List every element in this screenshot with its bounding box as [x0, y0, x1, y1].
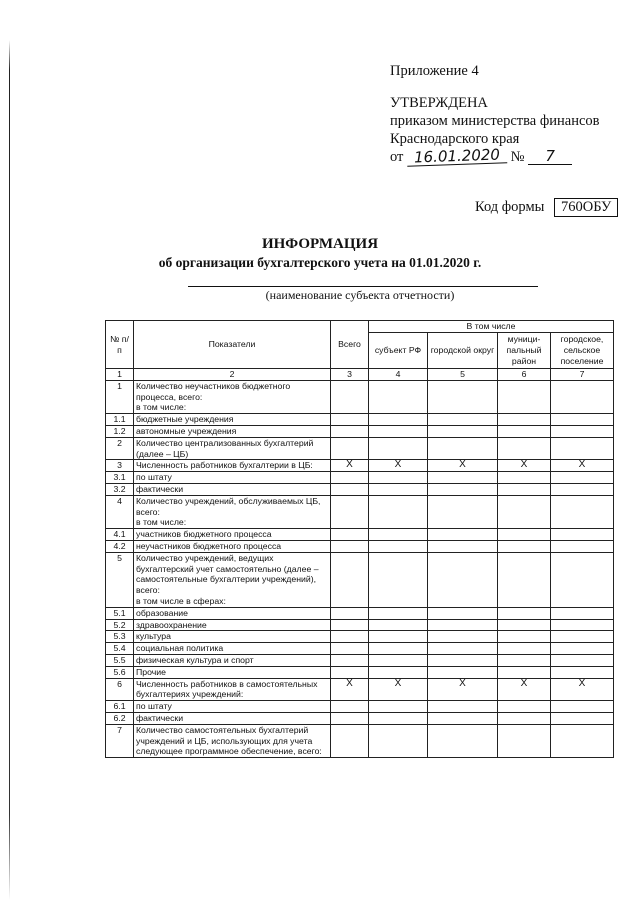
- empty-cell: [369, 654, 428, 666]
- empty-cell: [428, 643, 498, 655]
- x-mark-cell: X: [369, 460, 428, 472]
- row-number: 4.1: [106, 529, 134, 541]
- table-row: [106, 437, 614, 460]
- empty-cell: [551, 666, 614, 678]
- table-row: [106, 483, 614, 495]
- empty-cell: [498, 631, 551, 643]
- empty-cell: [498, 712, 551, 724]
- col-number: 6: [498, 369, 551, 381]
- col-number: 4: [369, 369, 428, 381]
- document-title: ИНФОРМАЦИЯ: [261, 236, 379, 252]
- empty-cell: [428, 666, 498, 678]
- empty-cell: [369, 414, 428, 426]
- empty-cell: [551, 425, 614, 437]
- empty-cell: [428, 472, 498, 484]
- x-mark-cell: X: [498, 678, 551, 701]
- empty-cell: [428, 654, 498, 666]
- table-row: [106, 540, 614, 552]
- empty-cell: [551, 529, 614, 541]
- empty-cell: [369, 643, 428, 655]
- column-numbers-row: [106, 369, 614, 381]
- empty-cell: [428, 380, 498, 413]
- empty-cell: [369, 607, 428, 619]
- header-indicators: Показатели: [134, 321, 331, 369]
- table-row: [106, 724, 614, 757]
- x-mark-cell: X: [428, 678, 498, 701]
- row-number: 6.1: [106, 701, 134, 713]
- from-label: от: [390, 149, 404, 165]
- row-label: Численность работников бухгалтерии в ЦБ:: [134, 460, 331, 472]
- empty-cell: [331, 380, 369, 413]
- empty-cell: [551, 701, 614, 713]
- table-row: [106, 619, 614, 631]
- empty-cell: [551, 495, 614, 528]
- entity-name-caption: (наименование субъекта отчетности): [265, 288, 455, 302]
- row-label: Количество централизованных бухгалтерий (далее – ЦБ): [134, 437, 331, 460]
- col-number: 3: [331, 369, 369, 381]
- form-code-value: 760ОБУ: [554, 198, 618, 217]
- header-subject: субъект РФ: [369, 333, 428, 369]
- empty-cell: [551, 552, 614, 607]
- empty-cell: [369, 631, 428, 643]
- approval-block: [390, 62, 600, 166]
- empty-cell: [331, 724, 369, 757]
- approved-line-2: Краснодарского края: [390, 131, 520, 147]
- header-settlement: городское, сельское поселение: [551, 333, 614, 369]
- empty-cell: [551, 712, 614, 724]
- empty-cell: [369, 666, 428, 678]
- empty-cell: [498, 643, 551, 655]
- table-row: [106, 666, 614, 678]
- empty-cell: [498, 724, 551, 757]
- header-total: Всего: [331, 321, 369, 369]
- table-row: [106, 678, 614, 701]
- document-subtitle: об организации бухгалтерского учета на 01.01.2020 г.: [158, 255, 482, 270]
- report-table: [105, 320, 614, 758]
- empty-cell: [498, 540, 551, 552]
- empty-cell: [551, 483, 614, 495]
- empty-cell: [369, 712, 428, 724]
- table-row: [106, 631, 614, 643]
- row-label: неучастников бюджетного процесса: [134, 540, 331, 552]
- table-row: [106, 460, 614, 472]
- row-label: автономные учреждения: [134, 425, 331, 437]
- empty-cell: [331, 437, 369, 460]
- row-label: Количество неучастников бюджетного процесса, всего: в том числе:: [134, 380, 331, 413]
- empty-cell: [331, 701, 369, 713]
- empty-cell: [331, 643, 369, 655]
- empty-cell: [498, 425, 551, 437]
- empty-cell: [498, 380, 551, 413]
- row-number: 3.2: [106, 483, 134, 495]
- row-number: 5.3: [106, 631, 134, 643]
- empty-cell: [551, 540, 614, 552]
- table-row: [106, 701, 614, 713]
- page-edge: [9, 40, 10, 900]
- empty-cell: [498, 437, 551, 460]
- empty-cell: [551, 654, 614, 666]
- row-number: 3.1: [106, 472, 134, 484]
- row-number: 3: [106, 460, 134, 472]
- empty-cell: [331, 414, 369, 426]
- empty-cell: [498, 414, 551, 426]
- header-including: В том числе: [369, 321, 614, 333]
- table-row: [106, 472, 614, 484]
- row-number: 4.2: [106, 540, 134, 552]
- row-label: Прочие: [134, 666, 331, 678]
- approved-line-1: приказом министерства финансов: [390, 113, 600, 129]
- row-label: Численность работников в самостоятельных бухгалтериях учреждений:: [134, 678, 331, 701]
- empty-cell: [551, 472, 614, 484]
- empty-cell: [428, 619, 498, 631]
- row-number: 1.1: [106, 414, 134, 426]
- empty-cell: [331, 666, 369, 678]
- row-number: 4: [106, 495, 134, 528]
- row-label: по штату: [134, 472, 331, 484]
- empty-cell: [428, 712, 498, 724]
- table-row: [106, 380, 614, 413]
- table-row: [106, 607, 614, 619]
- row-label: культура: [134, 631, 331, 643]
- empty-cell: [498, 495, 551, 528]
- empty-cell: [428, 540, 498, 552]
- empty-cell: [428, 425, 498, 437]
- row-label: социальная политика: [134, 643, 331, 655]
- col-number: 1: [106, 369, 134, 381]
- empty-cell: [369, 540, 428, 552]
- empty-cell: [428, 414, 498, 426]
- empty-cell: [551, 414, 614, 426]
- x-mark-cell: X: [428, 460, 498, 472]
- x-mark-cell: X: [551, 460, 614, 472]
- table-row: [106, 654, 614, 666]
- empty-cell: [551, 631, 614, 643]
- empty-cell: [551, 643, 614, 655]
- handwritten-number: 7: [528, 148, 572, 165]
- empty-cell: [551, 724, 614, 757]
- x-mark-cell: X: [331, 460, 369, 472]
- empty-cell: [331, 619, 369, 631]
- row-number: 5: [106, 552, 134, 607]
- empty-cell: [428, 495, 498, 528]
- empty-cell: [498, 552, 551, 607]
- empty-cell: [331, 425, 369, 437]
- empty-cell: [428, 607, 498, 619]
- col-number: 5: [428, 369, 498, 381]
- empty-cell: [498, 701, 551, 713]
- empty-cell: [428, 724, 498, 757]
- row-label: по штату: [134, 701, 331, 713]
- empty-cell: [331, 483, 369, 495]
- row-number: 1.2: [106, 425, 134, 437]
- row-number: 5.6: [106, 666, 134, 678]
- row-label: фактически: [134, 712, 331, 724]
- empty-cell: [369, 529, 428, 541]
- empty-cell: [331, 712, 369, 724]
- empty-cell: [428, 483, 498, 495]
- empty-cell: [331, 495, 369, 528]
- row-label: физическая культура и спорт: [134, 654, 331, 666]
- empty-cell: [498, 607, 551, 619]
- empty-cell: [428, 437, 498, 460]
- empty-cell: [369, 495, 428, 528]
- form-code: [475, 198, 618, 217]
- row-number: 6: [106, 678, 134, 701]
- empty-cell: [369, 619, 428, 631]
- x-mark-cell: X: [369, 678, 428, 701]
- row-number: 5.5: [106, 654, 134, 666]
- empty-cell: [331, 607, 369, 619]
- empty-cell: [498, 654, 551, 666]
- row-label: участников бюджетного процесса: [134, 529, 331, 541]
- empty-cell: [369, 483, 428, 495]
- row-number: 2: [106, 437, 134, 460]
- empty-cell: [369, 552, 428, 607]
- empty-cell: [369, 437, 428, 460]
- empty-cell: [428, 529, 498, 541]
- row-label: Количество учреждений, обслуживаемых ЦБ, всего: в том числе:: [134, 495, 331, 528]
- empty-cell: [428, 701, 498, 713]
- empty-cell: [551, 380, 614, 413]
- approved-date-line: [390, 145, 600, 167]
- empty-cell: [369, 380, 428, 413]
- empty-cell: [331, 631, 369, 643]
- table-row: [106, 712, 614, 724]
- row-number: 5.4: [106, 643, 134, 655]
- empty-cell: [551, 607, 614, 619]
- row-label: фактически: [134, 483, 331, 495]
- empty-cell: [551, 619, 614, 631]
- number-label: №: [510, 149, 525, 165]
- header-city-district: городской округ: [428, 333, 498, 369]
- col-number: 2: [134, 369, 331, 381]
- form-code-label: Код формы: [475, 199, 545, 215]
- header-num: № п/п: [106, 321, 134, 369]
- row-number: 5.1: [106, 607, 134, 619]
- row-label: образование: [134, 607, 331, 619]
- appendix-label: Приложение 4: [390, 63, 479, 79]
- empty-cell: [331, 472, 369, 484]
- row-number: 6.2: [106, 712, 134, 724]
- table-row: [106, 414, 614, 426]
- x-mark-cell: X: [498, 460, 551, 472]
- empty-cell: [498, 529, 551, 541]
- x-mark-cell: X: [331, 678, 369, 701]
- row-label: Количество учреждений, ведущих бухгалтерский учет самостоятельно (далее – самостоятельные бухгалтерии учреждений), всего: в том числе в сферах:: [134, 552, 331, 607]
- table-row: [106, 643, 614, 655]
- row-number: 1: [106, 380, 134, 413]
- empty-cell: [498, 472, 551, 484]
- empty-cell: [331, 654, 369, 666]
- table-row: [106, 529, 614, 541]
- empty-cell: [498, 619, 551, 631]
- x-mark-cell: X: [551, 678, 614, 701]
- row-number: 5.2: [106, 619, 134, 631]
- empty-cell: [428, 552, 498, 607]
- empty-cell: [331, 540, 369, 552]
- empty-cell: [428, 631, 498, 643]
- empty-cell: [369, 472, 428, 484]
- handwritten-date: 16.01.2020: [407, 146, 508, 166]
- empty-cell: [369, 724, 428, 757]
- col-number: 7: [551, 369, 614, 381]
- row-label: бюджетные учреждения: [134, 414, 331, 426]
- empty-cell: [331, 529, 369, 541]
- row-label: здравоохранение: [134, 619, 331, 631]
- table-row: [106, 495, 614, 528]
- empty-cell: [551, 437, 614, 460]
- empty-cell: [331, 552, 369, 607]
- row-number: 7: [106, 724, 134, 757]
- empty-cell: [498, 483, 551, 495]
- header-municipal-district: муници-пальный район: [498, 333, 551, 369]
- empty-cell: [369, 701, 428, 713]
- entity-name-line: [188, 286, 538, 287]
- empty-cell: [498, 666, 551, 678]
- row-label: Количество самостоятельных бухгалтерий учреждений и ЦБ, использующих для учета следующее программное обеспечение, всего:: [134, 724, 331, 757]
- table-row: [106, 552, 614, 607]
- approved-title: УТВЕРЖДЕНА: [390, 95, 488, 111]
- table-row: [106, 425, 614, 437]
- empty-cell: [369, 425, 428, 437]
